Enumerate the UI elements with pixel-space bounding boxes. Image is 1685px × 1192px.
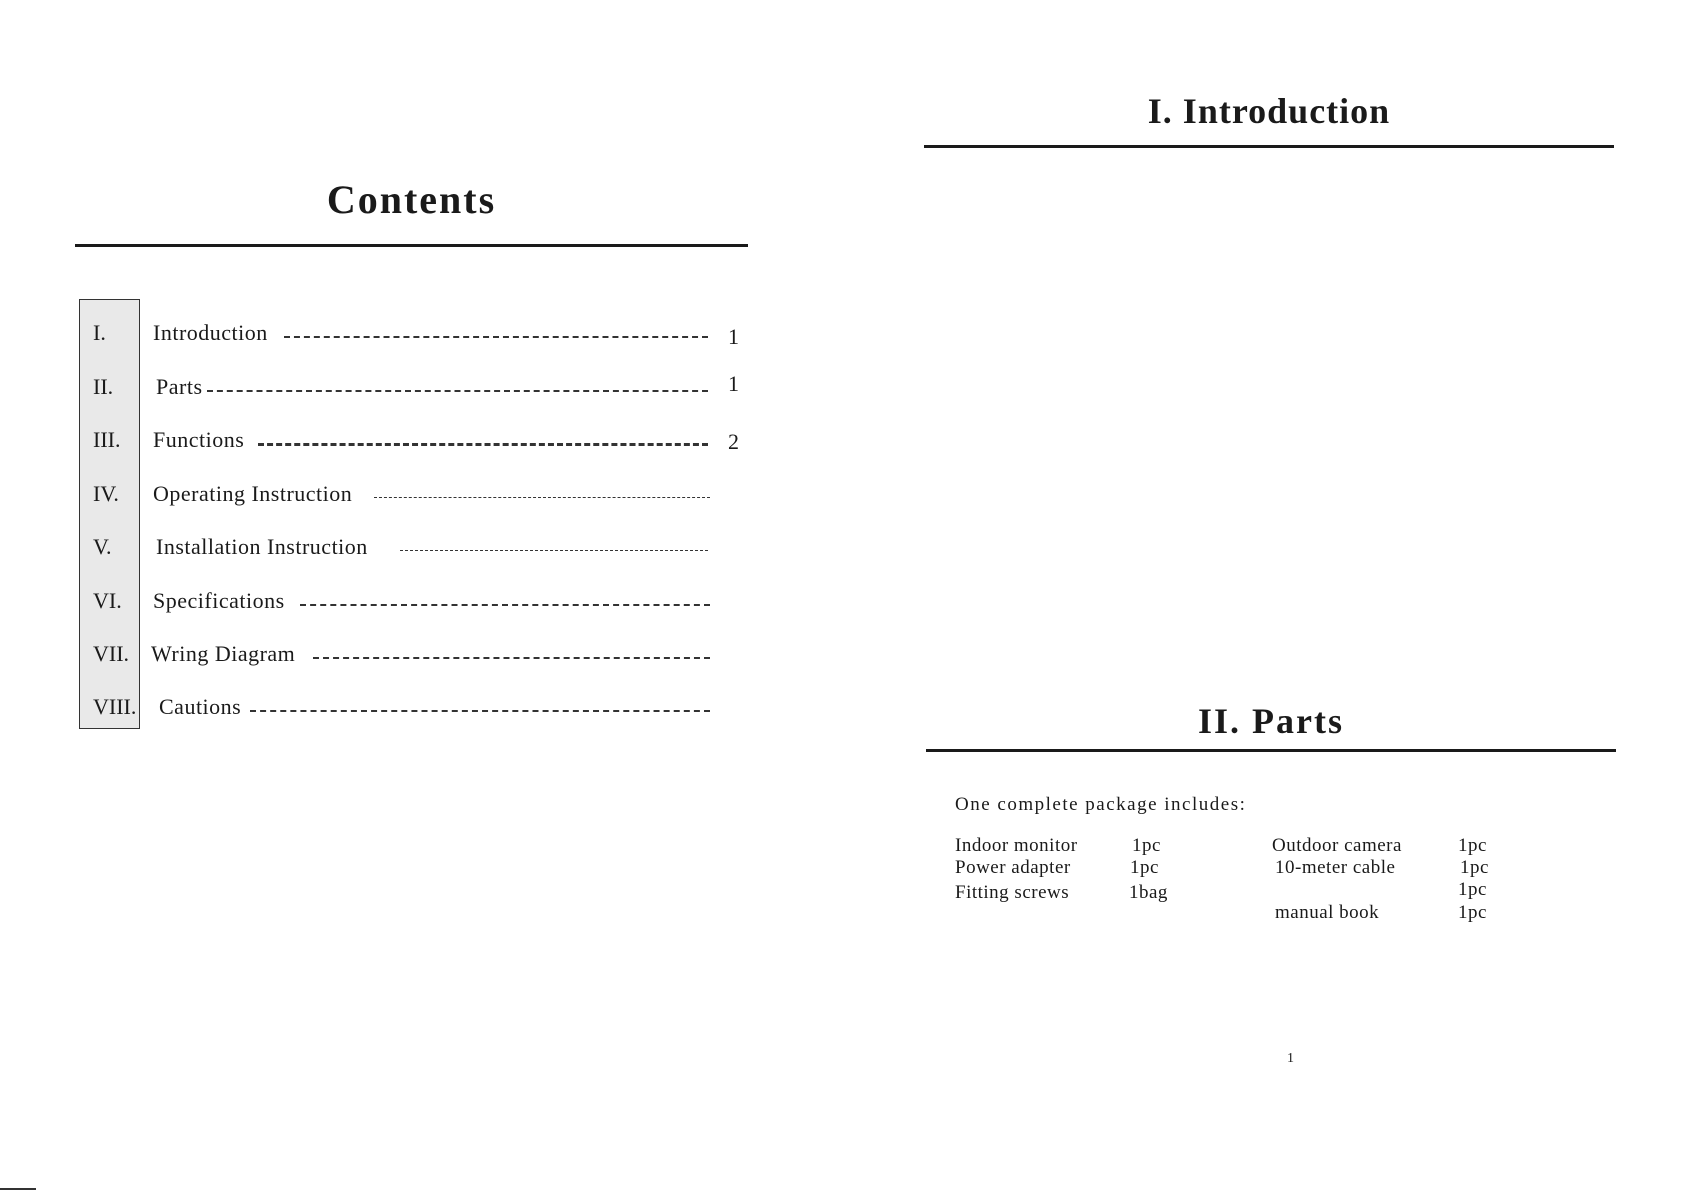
part-quantity: 1pc <box>1458 835 1487 856</box>
toc-numeral: IV. <box>93 481 119 506</box>
toc-numeral: VIII. <box>93 694 137 719</box>
toc-page-number: 1 <box>728 371 739 396</box>
part-name: Indoor monitor <box>955 835 1078 856</box>
contents-page <box>0 0 842 1192</box>
toc-leader <box>250 710 710 712</box>
toc-numeral: V. <box>93 534 112 559</box>
part-quantity: 1pc <box>1458 879 1487 900</box>
toc-numeral: I. <box>93 320 106 345</box>
toc-numeral: III. <box>93 427 121 452</box>
part-quantity: 1pc <box>1458 902 1487 923</box>
toc-label: Introduction <box>153 320 268 345</box>
part-name: Outdoor camera <box>1272 835 1402 856</box>
toc-entry-installation-instruction[interactable] <box>0 528 842 564</box>
toc-label: Operating Instruction <box>153 481 353 506</box>
toc-leader <box>400 550 708 551</box>
toc-leader <box>313 657 710 659</box>
toc-numeral: VII. <box>93 641 130 666</box>
toc-label: Functions <box>153 427 245 452</box>
toc-leader <box>284 336 708 338</box>
part-quantity: 1pc <box>1130 857 1159 878</box>
toc-leader <box>258 443 708 446</box>
toc-label: Installation Instruction <box>156 534 368 559</box>
toc-numeral: VI. <box>93 588 122 613</box>
part-quantity: 1bag <box>1129 882 1168 903</box>
toc-label: Specifications <box>153 588 285 613</box>
introduction-title: I. Introduction <box>1147 91 1391 131</box>
toc-label: Parts <box>156 374 203 399</box>
toc-page-number: 1 <box>728 324 739 349</box>
parts-intro-text: One complete package includes: <box>955 794 1247 815</box>
contents-title: Contents <box>326 177 497 222</box>
toc-leader <box>207 390 708 392</box>
part-name: manual book <box>1275 902 1380 923</box>
toc-page-number: 2 <box>728 429 739 454</box>
parts-title-rule <box>926 749 1616 752</box>
page-number: 1 <box>1287 1051 1294 1066</box>
part-name: Power adapter <box>955 857 1071 878</box>
toc-entry-parts[interactable] <box>0 368 842 404</box>
contents-title-rule <box>75 244 748 247</box>
content-page <box>842 0 1685 1192</box>
part-quantity: 1pc <box>1460 857 1489 878</box>
part-name: Fitting screws <box>955 882 1070 903</box>
toc-label: Cautions <box>159 694 242 719</box>
toc-label: Wring Diagram <box>151 641 296 666</box>
parts-title: II. Parts <box>1198 701 1344 741</box>
part-quantity: 1pc <box>1132 835 1161 856</box>
toc-entry-cautions[interactable] <box>0 688 842 724</box>
toc-entry-operating-instruction[interactable] <box>0 475 842 511</box>
toc-numeral: II. <box>93 374 114 399</box>
toc-entry-functions[interactable] <box>0 421 842 457</box>
introduction-title-rule <box>924 145 1614 148</box>
toc-leader <box>374 497 710 498</box>
toc-entry-specifications[interactable] <box>0 582 842 618</box>
part-name: 10-meter cable <box>1275 857 1396 878</box>
toc-leader <box>300 604 710 606</box>
page-corner-mark <box>0 1188 36 1190</box>
toc-entry-introduction[interactable] <box>0 314 842 350</box>
toc-entry-wiring-diagram[interactable] <box>0 635 842 671</box>
